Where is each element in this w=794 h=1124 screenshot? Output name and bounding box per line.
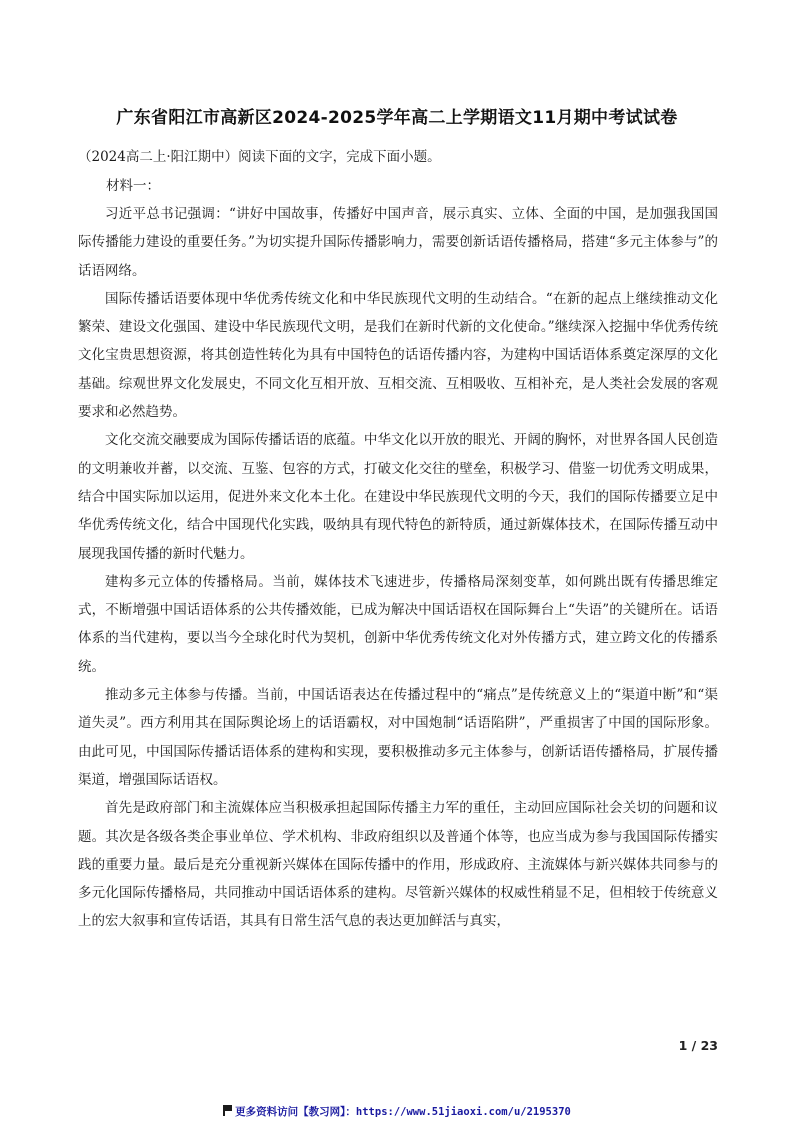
- paragraph-2: 国际传播话语要体现中华优秀传统文化和中华民族现代文明的生动结合。“在新的起点上继续推动文化繁荣、建设文化强国、建设中华民族现代文明，是我们在新时代新的文化使命。”继续深入挖掘中华优秀传统文化宝贵思想资源，将其创造性转化为具有中国特色的话语传播内容，为建构中国话语体系奠定深厚的文化基础。综观世界文化发展史，不同文化互相开放、互相交流、互相吸收、互相补充，是人类社会发展的客观要求和必然趋势。: [78, 290, 718, 421]
- paragraph-5: 推动多元主体参与传播。当前，中国话语表达在传播过程中的“痛点”是传统意义上的“渠道中断”和“渠道失灵”。西方利用其在国际舆论场上的话语霸权，对中国炮制“话语陷阱”，严重损害了中国的国际形象。由此可见，中国国际传播话语体系的建构和实现，要积极推动多元主体参与，创新话语传播格局，扩展传播渠道，增强国际话语权。: [78, 687, 718, 788]
- material-label: 材料一：: [106, 178, 160, 194]
- page-title: 广东省阳江市高新区2024-2025学年高二上学期语文11月期中考试试卷: [116, 108, 678, 128]
- flag-icon: [223, 1105, 232, 1116]
- paragraph-6: 首先是政府部门和主流媒体应当积极承担起国际传播主力军的重任，主动回应国际社会关切的问题和议题。其次是各级各类企事业单位、学术机构、非政府组织以及普通个体等，也应当成为参与我国国际传播实践的重要力量。最后是充分重视新兴媒体在国际传播中的作用，形成政府、主流媒体与新兴媒体共同参与的多元化国际传播格局，共同推动中国话语体系的建构。尽管新兴媒体的权威性稍显不足，但相较于传统意义上的宏大叙事和宣传话语，其具有日常生活气息的表达更加鲜活与真实，: [78, 800, 718, 930]
- footer-link[interactable]: [0, 1104, 794, 1120]
- footer-text[interactable]: 更多资料访问【教习网】：https://www.51jiaoxi.com/u/2195370: [235, 1106, 571, 1118]
- article-body: [78, 200, 718, 936]
- page-number: 1 / 23: [678, 1038, 718, 1053]
- paragraph-4: 建构多元立体的传播格局。当前，媒体技术飞速进步，传播格局深刻变革，如何跳出既有传播思维定式，不断增强中国话语体系的公共传播效能，已成为解决中国话语权在国际舞台上“失语”的关键所在。话语体系的当代建构，要以当今全球化时代为契机，创新中华优秀传统文化对外传播方式，建立跨文化的传播系统。: [78, 573, 718, 675]
- paragraph-3: 文化交流交融要成为国际传播话语的底蕴。中华文化以开放的眼光、开阔的胸怀，对世界各国人民创造的文明兼收并蓄，以交流、互鉴、包容的方式，打破文化交往的壁垒，积极学习、借鉴一切优秀文明成果，结合中国实际加以运用，促进外来文化本土化。在建设中华民族现代文明的今天，我们的国际传播要立足中华优秀传统文化，结合中国现代化实践，吸纳具有现代特色的新特质，通过新媒体技术，在国际传播互动中展现我国传播的新时代魅力。: [78, 432, 718, 562]
- source-line: （2024高二上·阳江期中）阅读下面的文字，完成下面小题。: [78, 149, 441, 165]
- paragraph-1: 习近平总书记强调：“讲好中国故事，传播好中国声音，展示真实、立体、全面的中国，是加强我国国际传播能力建设的重要任务。”为切实提升国际传播影响力，需要创新话语传播格局，搭建“多元主体参与”的话语网络。: [78, 206, 718, 279]
